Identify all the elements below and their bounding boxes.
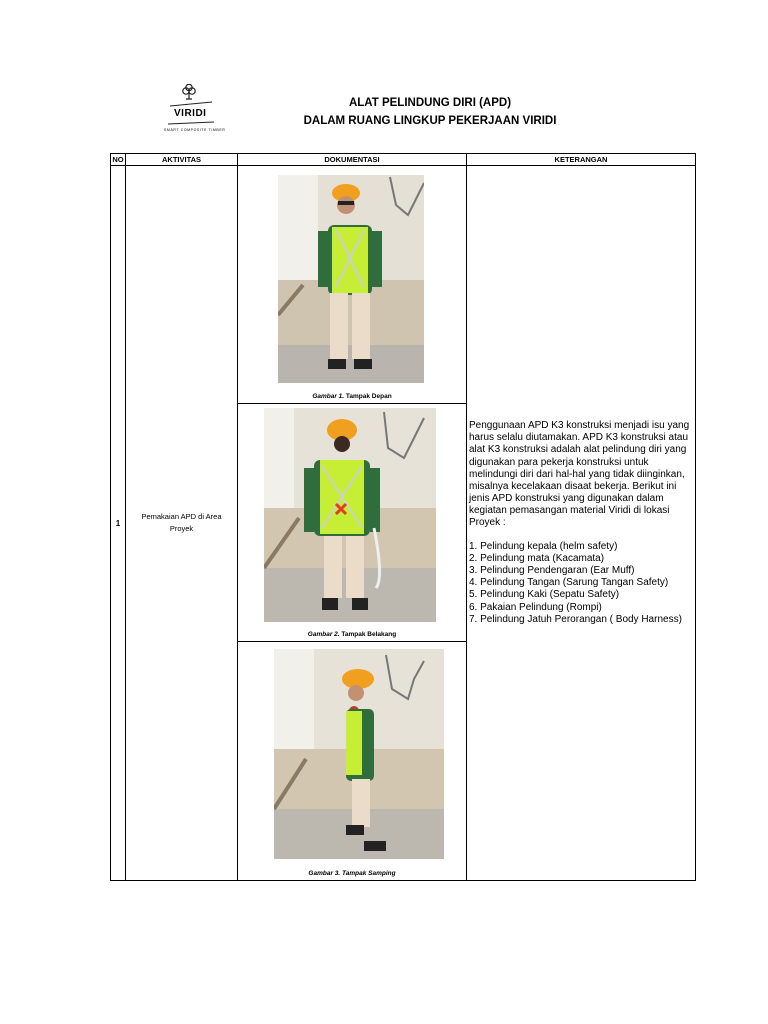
table-header [111,154,696,166]
photo-caption-front [238,393,466,400]
tree-logo-icon [160,84,222,110]
logo-underline [160,121,222,125]
row-number: 1 [111,166,126,881]
photo-cell-front [238,166,467,404]
activity-cell: Pemakaian APD di Area Proyek [126,166,238,881]
description-cell [467,166,696,881]
list-item: 5. Pelindung Kaki (Sepatu Safety) [469,589,620,601]
caption-label: Gambar 2. [307,631,340,638]
caption-text: Tampak Belakang [341,631,397,638]
caption-label: Gambar 1. [312,393,345,400]
header-aktivitas: AKTIVITAS [126,154,238,166]
apd-list [469,541,693,626]
caption-text: Tampak Depan [345,393,392,400]
list-item: 7. Pelindung Jatuh Perorangan ( Body Harness) [469,613,682,625]
photo-caption-side [238,870,466,877]
viridi-logo [160,84,226,136]
description-intro: Penggunaan APD K3 konstruksi menjadi isu yang harus selalu diutamakan. APD K3 konstruksi atau alat K3 konstruksi adalah alat pelindung diri yang digunakan para pekerja konstruksi untuk melindungi diri dari hal-hal yang tidak diinginkan, misalnya kecelakaan disaat bekerja. Berikut ini jenis APD konstruksi yang digunakan dalam kegiatan pemasangan material Viridi di lokasi Proyek : [469,420,690,528]
list-item: 2. Pelindung mata (Kacamata) [469,553,605,565]
photo-caption-back [238,631,466,638]
table-row [111,166,696,404]
logo-brand: VIRIDI [174,108,207,119]
photo-cell-side [238,642,467,881]
caption-text: Tampak Samping [342,870,396,877]
header-no: NO [112,155,124,164]
photo-side-view [274,649,444,859]
caption-label: Gambar 3. [308,870,341,877]
list-item: 3. Pelindung Pendengaran (Ear Muff) [469,565,635,577]
photo-front-view [278,175,424,383]
doc-subtitle: DALAM RUANG LINGKUP PEKERJAAN VIRIDI [303,115,557,127]
header-dokumentasi: DOKUMENTASI [238,154,467,166]
header-keterangan: KETERANGAN [467,154,696,166]
logo-tagline: SMART COMPOSITE TIMBER [164,128,226,132]
photo-cell-back [238,404,467,642]
photo-back-view [264,408,436,622]
list-item: 4. Pelindung Tangan (Sarung Tangan Safety) [469,577,669,589]
list-item: 6. Pakaian Pelindung (Rompi) [469,601,602,613]
list-item: 1. Pelindung kepala (helm safety) [469,541,618,553]
doc-title: ALAT PELINDUNG DIRI (APD) [348,97,512,109]
apd-table [110,153,696,881]
